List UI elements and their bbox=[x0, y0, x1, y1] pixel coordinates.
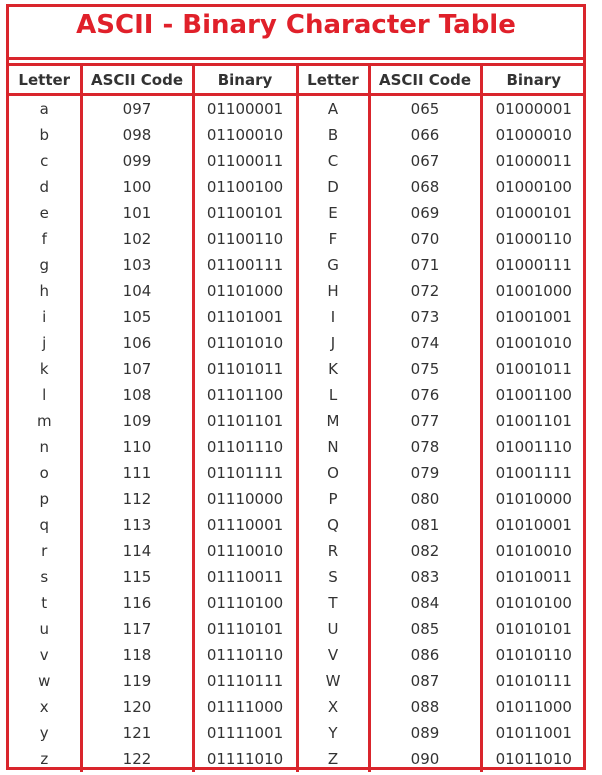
header-letter-lower: Letter bbox=[9, 65, 81, 95]
ascii-code-lower-cell: 111 bbox=[81, 460, 193, 486]
binary-lower-cell: 01110001 bbox=[193, 512, 297, 538]
ascii-code-upper-cell: 079 bbox=[369, 460, 481, 486]
binary-upper-cell: 01000010 bbox=[481, 122, 585, 148]
header-ascii-code-lower: ASCII Code bbox=[81, 65, 193, 95]
ascii-code-lower-cell: 112 bbox=[81, 486, 193, 512]
binary-upper-cell: 01010011 bbox=[481, 564, 585, 590]
header-letter-upper: Letter bbox=[297, 65, 369, 95]
ascii-code-upper-cell: 065 bbox=[369, 95, 481, 123]
ascii-code-upper-cell: 075 bbox=[369, 356, 481, 382]
binary-upper-cell: 01010100 bbox=[481, 590, 585, 616]
binary-lower-cell: 01110011 bbox=[193, 564, 297, 590]
binary-upper-cell: 01001100 bbox=[481, 382, 585, 408]
letter-lower-cell: g bbox=[39, 256, 50, 274]
table-row bbox=[9, 226, 585, 252]
ascii-code-lower-cell: 118 bbox=[81, 642, 193, 668]
letter-upper-cell: N bbox=[297, 434, 369, 460]
letter-upper-cell: Z bbox=[297, 746, 369, 772]
ascii-code-upper-cell: 086 bbox=[369, 642, 481, 668]
letter-lower-cell: s bbox=[40, 568, 49, 586]
letter-upper-cell: V bbox=[297, 642, 369, 668]
table-row bbox=[9, 278, 585, 304]
binary-lower-cell: 01101111 bbox=[193, 460, 297, 486]
ascii-code-lower-cell: 100 bbox=[81, 174, 193, 200]
table-row bbox=[9, 148, 585, 174]
ascii-code-lower-cell: 107 bbox=[81, 356, 193, 382]
binary-upper-cell: 01000011 bbox=[481, 148, 585, 174]
ascii-code-lower-cell: 102 bbox=[81, 226, 193, 252]
ascii-code-upper-cell: 087 bbox=[369, 668, 481, 694]
ascii-code-upper-cell: 067 bbox=[369, 148, 481, 174]
letter-lower-cell: t bbox=[41, 594, 48, 612]
letter-upper-cell: Y bbox=[297, 720, 369, 746]
binary-upper-cell: 01001000 bbox=[481, 278, 585, 304]
binary-upper-cell: 01010111 bbox=[481, 668, 585, 694]
ascii-code-lower-cell: 097 bbox=[81, 95, 193, 123]
letter-upper-cell: Q bbox=[297, 512, 369, 538]
ascii-code-lower-cell: 122 bbox=[81, 746, 193, 772]
binary-lower-cell: 01110000 bbox=[193, 486, 297, 512]
ascii-code-lower-cell: 116 bbox=[81, 590, 193, 616]
ascii-code-upper-cell: 073 bbox=[369, 304, 481, 330]
binary-lower-cell: 01101101 bbox=[193, 408, 297, 434]
ascii-code-upper-cell: 083 bbox=[369, 564, 481, 590]
letter-lower-cell: m bbox=[36, 412, 52, 430]
binary-lower-cell: 01101100 bbox=[193, 382, 297, 408]
binary-lower-cell: 01101001 bbox=[193, 304, 297, 330]
page-title: ASCII - Binary Character Table bbox=[76, 10, 516, 40]
ascii-code-lower-cell: 120 bbox=[81, 694, 193, 720]
ascii-code-lower-cell: 114 bbox=[81, 538, 193, 564]
header-ascii-code-upper: ASCII Code bbox=[369, 65, 481, 95]
ascii-code-upper-cell: 089 bbox=[369, 720, 481, 746]
letter-lower-cell: d bbox=[39, 178, 50, 196]
letter-lower-cell: z bbox=[40, 750, 49, 768]
ascii-code-upper-cell: 076 bbox=[369, 382, 481, 408]
letter-lower-cell: q bbox=[39, 516, 50, 534]
ascii-code-upper-cell: 068 bbox=[369, 174, 481, 200]
table-row bbox=[9, 486, 585, 512]
letter-lower-cell: y bbox=[39, 724, 49, 742]
binary-lower-cell: 01101010 bbox=[193, 330, 297, 356]
binary-upper-cell: 01001101 bbox=[481, 408, 585, 434]
table-row bbox=[9, 616, 585, 642]
letter-lower-cell: l bbox=[42, 386, 47, 404]
ascii-code-upper-cell: 080 bbox=[369, 486, 481, 512]
letter-lower-cell: e bbox=[39, 204, 49, 222]
letter-upper-cell: S bbox=[297, 564, 369, 590]
ascii-code-lower-cell: 121 bbox=[81, 720, 193, 746]
letter-upper-cell: C bbox=[297, 148, 369, 174]
ascii-code-upper-cell: 074 bbox=[369, 330, 481, 356]
table-row bbox=[9, 746, 585, 772]
ascii-code-upper-cell: 088 bbox=[369, 694, 481, 720]
binary-lower-cell: 01110100 bbox=[193, 590, 297, 616]
table-row bbox=[9, 122, 585, 148]
letter-upper-cell: U bbox=[297, 616, 369, 642]
letter-lower-cell: j bbox=[42, 334, 47, 352]
letter-upper-cell: I bbox=[297, 304, 369, 330]
letter-lower-cell: n bbox=[39, 438, 49, 456]
letter-lower-cell: v bbox=[39, 646, 49, 664]
ascii-code-upper-cell: 070 bbox=[369, 226, 481, 252]
table-row bbox=[9, 564, 585, 590]
binary-upper-cell: 01001001 bbox=[481, 304, 585, 330]
letter-upper-cell: T bbox=[297, 590, 369, 616]
ascii-code-upper-cell: 081 bbox=[369, 512, 481, 538]
binary-upper-cell: 01000001 bbox=[481, 95, 585, 123]
ascii-code-lower-cell: 099 bbox=[81, 148, 193, 174]
ascii-code-lower-cell: 105 bbox=[81, 304, 193, 330]
binary-upper-cell: 01001010 bbox=[481, 330, 585, 356]
letter-lower-cell: x bbox=[39, 698, 49, 716]
binary-upper-cell: 01011010 bbox=[481, 746, 585, 772]
binary-upper-cell: 01010000 bbox=[481, 486, 585, 512]
table-row bbox=[9, 330, 585, 356]
ascii-code-lower-cell: 108 bbox=[81, 382, 193, 408]
binary-upper-cell: 01011000 bbox=[481, 694, 585, 720]
letter-upper-cell: E bbox=[297, 200, 369, 226]
ascii-code-upper-cell: 066 bbox=[369, 122, 481, 148]
ascii-code-upper-cell: 082 bbox=[369, 538, 481, 564]
letter-lower-cell: r bbox=[41, 542, 48, 560]
binary-upper-cell: 01000110 bbox=[481, 226, 585, 252]
binary-lower-cell: 01101000 bbox=[193, 278, 297, 304]
letter-upper-cell: M bbox=[297, 408, 369, 434]
ascii-code-upper-cell: 071 bbox=[369, 252, 481, 278]
letter-upper-cell: A bbox=[297, 95, 369, 123]
table-row bbox=[9, 434, 585, 460]
header-binary-lower: Binary bbox=[193, 65, 297, 95]
letter-upper-cell: O bbox=[297, 460, 369, 486]
table-row bbox=[9, 408, 585, 434]
letter-upper-cell: P bbox=[297, 486, 369, 512]
ascii-code-upper-cell: 084 bbox=[369, 590, 481, 616]
binary-lower-cell: 01101011 bbox=[193, 356, 297, 382]
letter-lower-cell: f bbox=[41, 230, 47, 248]
ascii-code-lower-cell: 110 bbox=[81, 434, 193, 460]
ascii-code-lower-cell: 106 bbox=[81, 330, 193, 356]
table-row bbox=[9, 460, 585, 486]
binary-lower-cell: 01100011 bbox=[193, 148, 297, 174]
binary-upper-cell: 01010101 bbox=[481, 616, 585, 642]
binary-upper-cell: 01011001 bbox=[481, 720, 585, 746]
letter-lower-cell: o bbox=[39, 464, 49, 482]
binary-lower-cell: 01100110 bbox=[193, 226, 297, 252]
table-row bbox=[9, 694, 585, 720]
binary-lower-cell: 01111001 bbox=[193, 720, 297, 746]
ascii-code-lower-cell: 101 bbox=[81, 200, 193, 226]
table-row bbox=[9, 512, 585, 538]
ascii-code-lower-cell: 115 bbox=[81, 564, 193, 590]
letter-upper-cell: L bbox=[297, 382, 369, 408]
ascii-code-upper-cell: 085 bbox=[369, 616, 481, 642]
binary-lower-cell: 01110110 bbox=[193, 642, 297, 668]
ascii-code-upper-cell: 090 bbox=[369, 746, 481, 772]
ascii-code-lower-cell: 119 bbox=[81, 668, 193, 694]
header-binary-upper: Binary bbox=[481, 65, 585, 95]
letter-upper-cell: F bbox=[297, 226, 369, 252]
ascii-code-lower-cell: 104 bbox=[81, 278, 193, 304]
binary-upper-cell: 01000100 bbox=[481, 174, 585, 200]
letter-lower-cell: u bbox=[39, 620, 49, 638]
table-row bbox=[9, 304, 585, 330]
binary-lower-cell: 01110111 bbox=[193, 668, 297, 694]
letter-lower-cell: k bbox=[39, 360, 49, 378]
letter-lower-cell: w bbox=[38, 672, 51, 690]
letter-lower-cell: c bbox=[40, 152, 49, 170]
table-body bbox=[9, 95, 585, 773]
letter-upper-cell: D bbox=[297, 174, 369, 200]
letter-upper-cell: R bbox=[297, 538, 369, 564]
binary-lower-cell: 01100101 bbox=[193, 200, 297, 226]
letter-lower-cell: h bbox=[39, 282, 49, 300]
table-row bbox=[9, 356, 585, 382]
table-row bbox=[9, 95, 585, 123]
ascii-binary-table bbox=[9, 63, 585, 772]
ascii-code-lower-cell: 109 bbox=[81, 408, 193, 434]
table-row bbox=[9, 720, 585, 746]
binary-lower-cell: 01100100 bbox=[193, 174, 297, 200]
letter-upper-cell: H bbox=[297, 278, 369, 304]
binary-upper-cell: 01001110 bbox=[481, 434, 585, 460]
binary-upper-cell: 01001011 bbox=[481, 356, 585, 382]
binary-upper-cell: 01010110 bbox=[481, 642, 585, 668]
binary-upper-cell: 01001111 bbox=[481, 460, 585, 486]
binary-lower-cell: 01100001 bbox=[193, 95, 297, 123]
binary-upper-cell: 01000101 bbox=[481, 200, 585, 226]
title-divider bbox=[9, 57, 583, 60]
letter-upper-cell: W bbox=[297, 668, 369, 694]
letter-lower-cell: p bbox=[39, 490, 50, 508]
table-row bbox=[9, 252, 585, 278]
table-header-row bbox=[9, 65, 585, 95]
letter-upper-cell: J bbox=[297, 330, 369, 356]
table-row bbox=[9, 668, 585, 694]
letter-lower-cell: a bbox=[39, 100, 49, 118]
table-row bbox=[9, 538, 585, 564]
binary-lower-cell: 01100010 bbox=[193, 122, 297, 148]
letter-lower-cell: i bbox=[42, 308, 47, 326]
ascii-table-frame bbox=[6, 4, 586, 770]
binary-upper-cell: 01010001 bbox=[481, 512, 585, 538]
binary-lower-cell: 01100111 bbox=[193, 252, 297, 278]
ascii-code-upper-cell: 078 bbox=[369, 434, 481, 460]
letter-upper-cell: B bbox=[297, 122, 369, 148]
letter-upper-cell: G bbox=[297, 252, 369, 278]
binary-lower-cell: 01111000 bbox=[193, 694, 297, 720]
letter-upper-cell: X bbox=[297, 694, 369, 720]
ascii-code-lower-cell: 103 bbox=[81, 252, 193, 278]
binary-upper-cell: 01000111 bbox=[481, 252, 585, 278]
table-row bbox=[9, 174, 585, 200]
ascii-code-lower-cell: 113 bbox=[81, 512, 193, 538]
table-row bbox=[9, 200, 585, 226]
ascii-code-upper-cell: 077 bbox=[369, 408, 481, 434]
binary-lower-cell: 01110101 bbox=[193, 616, 297, 642]
ascii-code-upper-cell: 072 bbox=[369, 278, 481, 304]
binary-lower-cell: 01101110 bbox=[193, 434, 297, 460]
table-row bbox=[9, 590, 585, 616]
ascii-code-upper-cell: 069 bbox=[369, 200, 481, 226]
letter-lower-cell: b bbox=[39, 126, 50, 144]
letter-upper-cell: K bbox=[297, 356, 369, 382]
binary-upper-cell: 01010010 bbox=[481, 538, 585, 564]
binary-lower-cell: 01111010 bbox=[193, 746, 297, 772]
table-row bbox=[9, 642, 585, 668]
table-row bbox=[9, 382, 585, 408]
ascii-code-lower-cell: 117 bbox=[81, 616, 193, 642]
binary-lower-cell: 01110010 bbox=[193, 538, 297, 564]
ascii-code-lower-cell: 098 bbox=[81, 122, 193, 148]
